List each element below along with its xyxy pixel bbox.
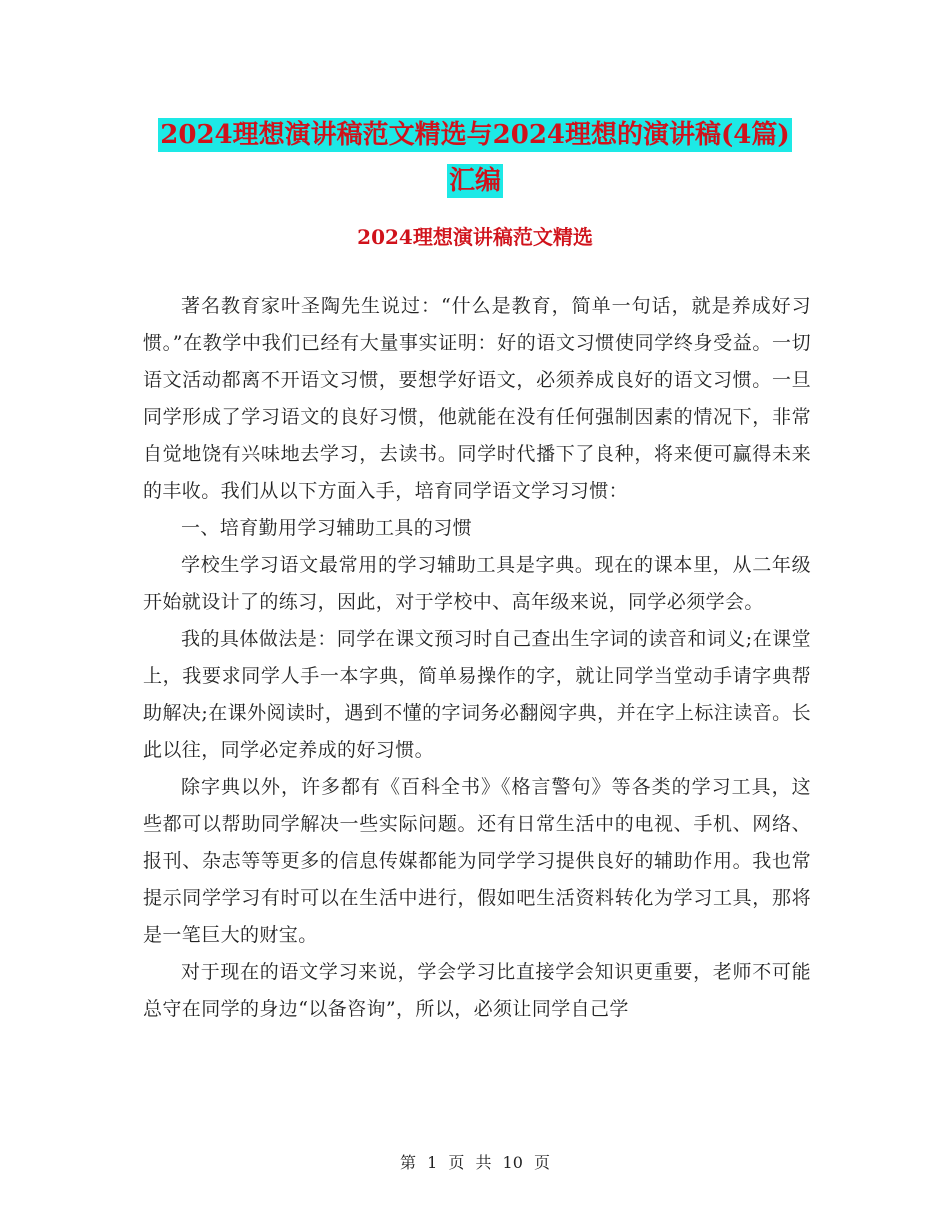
body-text	[143, 288, 811, 1028]
section-title: 2024理想演讲稿范文精选	[357, 225, 593, 249]
paragraph: 著名教育家叶圣陶先生说过：“什么是教育，简单一句话，就是养成好习惯。”在教学中我们已经有大量事实证明：好的语文习惯使同学终身受益。一切语文活动都离不开语文习惯，要想学好语文，必须养成良好的语文习惯。一旦同学形成了学习语文的良好习惯，他就能在没有任何强制因素的情况下，非常自觉地饶有兴味地去学习，去读书。同学时代播下了良种，将来便可赢得未来的丰收。我们从以下方面入手，培育同学语文学习习惯：	[143, 295, 811, 502]
page-footer: 第 1 页 共 10 页	[400, 1153, 550, 1172]
document-title-line1: 2024理想演讲稿范文精选与2024理想的演讲稿(4篇)	[160, 120, 790, 150]
paragraph: 对于现在的语文学习来说，学会学习比直接学会知识更重要，老师不可能总守在同学的身边“以备咨询”，所以，必须让同学自己学	[143, 961, 811, 1020]
paragraph: 我的具体做法是：同学在课文预习时自己查出生字词的读音和词义;在课堂上，我要求同学人手一本字典，简单易操作的字，就让同学当堂动手请字典帮助解决;在课外阅读时，遇到不懂的字词务必翻阅字典，并在字上标注读音。长此以往，同学必定养成的好习惯。	[143, 628, 811, 761]
paragraph: 学校生学习语文最常用的学习辅助工具是字典。现在的课本里，从二年级开始就设计了的练习，因此，对于学校中、高年级来说，同学必须学会。	[143, 554, 811, 613]
paragraph: 除字典以外，许多都有《百科全书》《格言警句》等各类的学习工具，这些都可以帮助同学解决一些实际问题。还有日常生活中的电视、手机、网络、报刊、杂志等等更多的信息传媒都能为同学学习提供良好的辅助作用。我也常提示同学学习有时可以在生活中进行，假如吧生活资料转化为学习工具，那将是一笔巨大的财宝。	[143, 776, 811, 946]
document-title	[140, 112, 810, 204]
document-title-line2: 汇编	[448, 166, 501, 196]
paragraph-heading: 一、培育勤用学习辅助工具的习惯	[181, 517, 473, 539]
